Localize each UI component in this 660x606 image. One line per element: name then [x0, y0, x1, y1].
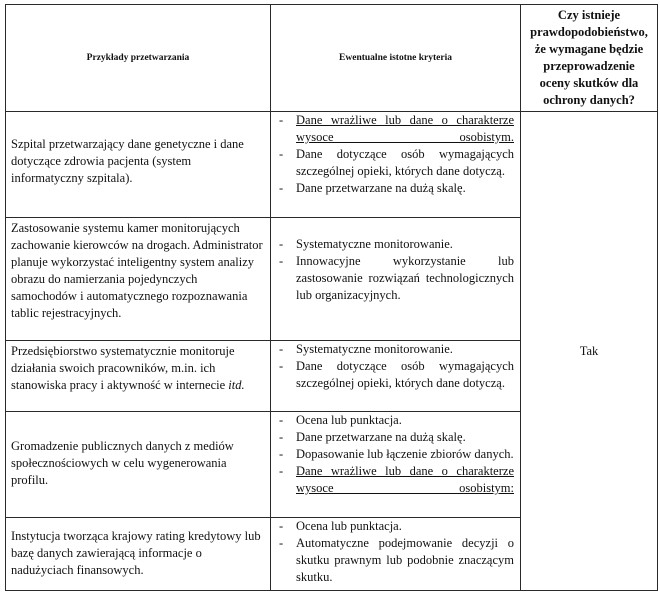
criterion-item: - Automatyczne podejmowanie decyzji o skutku prawnym lub podobnie znaczącym skutku.	[275, 535, 514, 586]
example-italic: itd.	[228, 378, 245, 392]
criterion-item: - Ocena lub punktacja.	[275, 412, 514, 429]
criterion-item: - Dane wrażliwe lub dane o charakterze wysoce osobistym.	[275, 112, 514, 146]
criteria-cell	[271, 518, 521, 591]
criteria-cell	[271, 112, 521, 218]
criterion-item: - Dopasowanie lub łączenie zbiorów danych.	[275, 446, 514, 463]
criterion-item: - Innowacyjne wykorzystanie lub zastosowanie rozwiązań technologicznych lub organizacyjnych.	[275, 253, 514, 304]
answer-cell: Tak	[521, 112, 658, 591]
header-question: Czy istnieje prawdopodobieństwo, że wymagane będzie przeprowadzenie oceny skutków dla ochrony danych?	[521, 5, 658, 112]
criteria-cell	[271, 218, 521, 341]
table-row	[6, 112, 658, 218]
header-row	[6, 5, 658, 112]
criterion-item: - Ocena lub punktacja.	[275, 518, 514, 535]
example-cell: Zastosowanie systemu kamer monitorujących zachowanie kierowców na drogach. Administrator planuje wykorzystać inteligentny system analizy obrazu do namierzania pojedynczych samochodów i automatycznego rozpoznawania tablic rejestracyjnych.	[6, 218, 271, 341]
criteria-cell	[271, 341, 521, 412]
example-text: Przedsiębiorstwo systematycznie monitoruje działania swoich pracowników, m.in. ich stanowiska pracy i aktywność w internecie	[11, 344, 235, 392]
criterion-item: - Systematyczne monitorowanie.	[275, 341, 514, 358]
example-cell	[6, 341, 271, 412]
criterion-item: - Dane dotyczące osób wymagających szczególnej opieki, których dane dotyczą.	[275, 146, 514, 180]
criteria-cell	[271, 412, 521, 518]
criterion-item: - Dane wrażliwe lub dane o charakterze wysoce osobistym:	[275, 463, 514, 497]
header-examples: Przykłady przetwarzania	[6, 5, 271, 112]
example-cell: Szpital przetwarzający dane genetyczne i dane dotyczące zdrowia pacjenta (system informatyczny szpitala).	[6, 112, 271, 218]
example-cell: Instytucja tworząca krajowy rating kredytowy lub bazę danych zawierającą informacje o nadużyciach finansowych.	[6, 518, 271, 591]
example-cell: Gromadzenie publicznych danych z mediów społecznościowych w celu wygenerowania profilu.	[6, 412, 271, 518]
dpia-table	[5, 4, 658, 591]
criterion-item: - Systematyczne monitorowanie.	[275, 236, 514, 253]
criterion-item: - Dane przetwarzane na dużą skalę.	[275, 180, 514, 197]
criterion-item: - Dane przetwarzane na dużą skalę.	[275, 429, 514, 446]
header-criteria: Ewentualne istotne kryteria	[271, 5, 521, 112]
criterion-item: - Dane dotyczące osób wymagających szczególnej opieki, których dane dotyczą.	[275, 358, 514, 392]
